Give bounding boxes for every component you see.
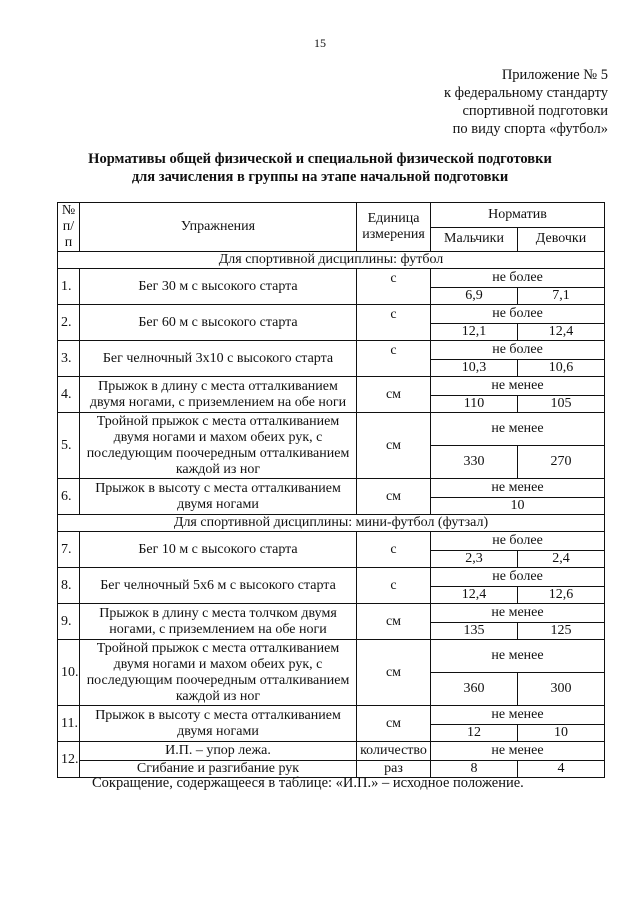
- unit: см: [357, 640, 431, 706]
- header-exercise: Упражнения: [80, 203, 357, 252]
- table-row: [58, 568, 605, 587]
- unit: см: [357, 706, 431, 742]
- header-girls: Девочки: [518, 227, 605, 252]
- norm-condition: не менее: [431, 706, 605, 725]
- boys-value: 6,9: [431, 288, 518, 305]
- unit: с: [357, 532, 431, 568]
- exercise-name: Прыжок в длину с места отталкиванием двумя ногами, с приземлением на обе ноги: [80, 377, 357, 413]
- exercise-name: Тройной прыжок с места отталкиванием двумя ногами и махом обеих рук, с последующим поочередным отталкиванием каждой из ног: [80, 413, 357, 479]
- table-row: [58, 640, 605, 673]
- girls-value: 10: [518, 725, 605, 742]
- girls-value: 4: [518, 761, 605, 778]
- row-number: 7.: [58, 532, 80, 568]
- exercise-name: Бег 30 м с высокого старта: [80, 269, 357, 305]
- norm-condition: не менее: [431, 640, 605, 673]
- norm-condition: не менее: [431, 479, 605, 498]
- unit: см: [357, 479, 431, 515]
- norm-condition: не менее: [431, 604, 605, 623]
- page-number: 15: [314, 36, 326, 50]
- header-unit: Единица измерения: [357, 203, 431, 252]
- boys-value: 135: [431, 623, 518, 640]
- section-futsal: Для спортивной дисциплины: мини-футбол (футзал): [58, 515, 605, 532]
- girls-value: 270: [518, 446, 605, 479]
- unit: с: [357, 305, 431, 341]
- title-line: Нормативы общей физической и специальной физической подготовки: [88, 151, 552, 167]
- exercise-name: Бег 10 м с высокого старта: [80, 532, 357, 568]
- norm-condition: не менее: [431, 413, 605, 446]
- document-title: [0, 150, 640, 186]
- girls-value: 7,1: [518, 288, 605, 305]
- boys-value: 360: [431, 673, 518, 706]
- exercise-name-line: И.П. – упор лежа.: [80, 742, 357, 761]
- girls-value: 125: [518, 623, 605, 640]
- unit: с: [357, 568, 431, 604]
- title-line: для зачисления в группы на этапе начальной подготовки: [131, 169, 509, 185]
- norm-condition: не более: [431, 269, 605, 288]
- table-row: [58, 341, 605, 360]
- row-number: 5.: [58, 413, 80, 479]
- girls-value: 2,4: [518, 551, 605, 568]
- boys-value: 330: [431, 446, 518, 479]
- table-row: [58, 269, 605, 288]
- norm-condition: не более: [431, 341, 605, 360]
- footnote: Сокращение, содержащееся в таблице: «И.П.» – исходное положение.: [92, 775, 524, 791]
- table-row: [58, 706, 605, 725]
- section-football: Для спортивной дисциплины: футбол: [58, 252, 605, 269]
- header-boys: Мальчики: [431, 227, 518, 252]
- unit-line: количество: [357, 742, 431, 761]
- header-norm: Норматив: [431, 203, 605, 228]
- exercise-name: Бег 60 м с высокого старта: [80, 305, 357, 341]
- boys-value: 110: [431, 396, 518, 413]
- unit-line: раз: [357, 761, 431, 778]
- row-number: 2.: [58, 305, 80, 341]
- header-number: № п/п: [58, 203, 80, 252]
- exercise-name: Бег челночный 3х10 с высокого старта: [80, 341, 357, 377]
- table-row: [58, 413, 605, 446]
- exercise-name: Бег челночный 5х6 м с высокого старта: [80, 568, 357, 604]
- table-row: [58, 604, 605, 623]
- boys-value: 8: [431, 761, 518, 778]
- exercise-name: Прыжок в длину с места толчком двумя ногами, с приземлением на обе ноги: [80, 604, 357, 640]
- norm-condition: не более: [431, 532, 605, 551]
- row-number: 6.: [58, 479, 80, 515]
- row-number: 9.: [58, 604, 80, 640]
- both-value: 10: [431, 498, 605, 515]
- boys-value: 12: [431, 725, 518, 742]
- norm-condition: не более: [431, 568, 605, 587]
- appendix-line: Приложение № 5: [501, 67, 608, 83]
- row-number: 11.: [58, 706, 80, 742]
- boys-value: 10,3: [431, 360, 518, 377]
- unit: см: [357, 413, 431, 479]
- unit: см: [357, 377, 431, 413]
- norm-condition: не менее: [431, 742, 605, 761]
- unit: с: [357, 341, 431, 377]
- norm-condition: не менее: [431, 377, 605, 396]
- boys-value: 12,1: [431, 324, 518, 341]
- appendix-line: спортивной подготовки: [462, 103, 608, 119]
- boys-value: 12,4: [431, 587, 518, 604]
- girls-value: 12,6: [518, 587, 605, 604]
- table-row: [58, 305, 605, 324]
- row-number: 4.: [58, 377, 80, 413]
- girls-value: 12,4: [518, 324, 605, 341]
- appendix-note: [444, 66, 608, 138]
- appendix-line: по виду спорта «футбол»: [452, 121, 608, 137]
- exercise-name-line: Сгибание и разгибание рук: [80, 761, 357, 778]
- girls-value: 105: [518, 396, 605, 413]
- row-number: 8.: [58, 568, 80, 604]
- row-number: 10.: [58, 640, 80, 706]
- unit: см: [357, 604, 431, 640]
- exercise-name: Тройной прыжок с места отталкиванием двумя ногами и махом обеих рук, с последующим поочередным отталкиванием каждой из ног: [80, 640, 357, 706]
- girls-value: 10,6: [518, 360, 605, 377]
- boys-value: 2,3: [431, 551, 518, 568]
- norms-table: [57, 202, 605, 778]
- unit: с: [357, 269, 431, 305]
- girls-value: 300: [518, 673, 605, 706]
- table-row: [58, 532, 605, 551]
- row-number: 1.: [58, 269, 80, 305]
- exercise-name: Прыжок в высоту с места отталкиванием двумя ногами: [80, 706, 357, 742]
- table-row: [58, 377, 605, 396]
- table-row: [58, 742, 605, 761]
- table-row: [58, 479, 605, 498]
- exercise-name: Прыжок в высоту с места отталкиванием двумя ногами: [80, 479, 357, 515]
- appendix-line: к федеральному стандарту: [444, 85, 608, 101]
- row-number: 3.: [58, 341, 80, 377]
- norm-condition: не более: [431, 305, 605, 324]
- row-number: 12.: [58, 742, 80, 778]
